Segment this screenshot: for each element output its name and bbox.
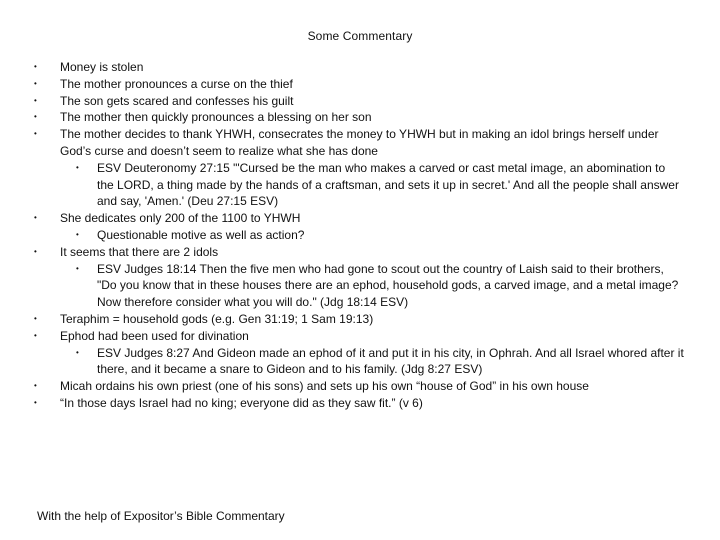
sub-list-item-text: ESV Deuteronomy 27:15 "'Cursed be the man who makes a carved or cast metal image, an abomination to the LORD, a thing made by the hands of a craftsman, and sets it up in secret.' And all the people shall answer and say, 'Amen.' (Deu 27:15 ESV): [97, 160, 679, 209]
list-item: [34, 311, 684, 328]
list-item-text: Teraphim = household gods (e.g. Gen 31:19; 1 Sam 19:13): [60, 311, 374, 326]
list-item-text: The mother pronounces a curse on the thief: [60, 76, 293, 91]
list-item-text: The mother decides to thank YHWH, consecrates the money to YHWH but in making an idol brings herself under God’s curse and doesn’t seem to realize what she has done: [60, 127, 659, 158]
footer-credit: With the help of Expositor’s Bible Commentary: [37, 509, 285, 523]
sub-list: [60, 160, 684, 210]
list-item: [34, 378, 684, 395]
list-item-text: Money is stolen: [60, 60, 144, 74]
sub-list: [60, 227, 684, 244]
list-item: [34, 76, 684, 93]
bullet-icon: •: [34, 78, 37, 88]
bullet-icon: •: [34, 330, 37, 340]
bullet-icon: •: [76, 229, 79, 239]
list-item: [34, 210, 684, 244]
bullet-icon: •: [34, 62, 37, 71]
list-item: [34, 59, 684, 76]
sub-list-item-text: Questionable motive as well as action?: [97, 227, 305, 242]
sub-list-item-text: ESV Judges 8:27 And Gideon made an ephod of it and put it in his city, in Ophrah. And all Israel whored after it there, and it became a snare to Gideon and to his family. (Jdg 8:27 ESV): [97, 345, 684, 377]
bullet-icon: •: [34, 397, 37, 407]
bullet-icon: •: [34, 381, 37, 391]
bullet-icon: •: [34, 95, 37, 105]
sub-list-item-text: ESV Judges 18:14 Then the five men who had gone to scout out the country of Laish said to their brothers, "Do you know that in these houses there are an ephod, household gods, a carved image, and a metal image? Now therefore consider what you will do." (Jdg 18:14 ESV): [97, 261, 679, 310]
list-item: [34, 395, 684, 412]
list-item-text: Ephod had been used for divination: [60, 328, 249, 343]
list-item: [34, 328, 684, 378]
sub-list-item: [60, 227, 684, 244]
list-item: [34, 109, 684, 126]
slide-title: Some Commentary: [307, 29, 413, 43]
bullet-icon: •: [34, 313, 37, 323]
sub-list: [60, 261, 684, 311]
list-item-text: “In those days Israel had no king; everyone did as they saw fit.” (v 6): [60, 395, 423, 410]
list-item: [34, 93, 684, 110]
list-item-text: Micah ordains his own priest (one of his sons) and sets up his own “house of God” in his own house: [60, 379, 589, 394]
sub-list-item: [60, 160, 684, 210]
bullet-icon: •: [34, 129, 37, 139]
list-item-text: It seems that there are 2 idols: [60, 244, 219, 259]
bullet-icon: •: [76, 347, 79, 357]
list-item-text: The mother then quickly pronounces a blessing on her son: [60, 110, 372, 125]
list-item: [34, 126, 684, 210]
bullet-icon: •: [34, 246, 37, 256]
bullet-icon: •: [34, 213, 37, 223]
sub-list: [60, 345, 684, 379]
commentary-bullet-list: [34, 59, 684, 412]
list-item-text: The son gets scared and confesses his guilt: [60, 93, 294, 108]
sub-list-item: [60, 261, 684, 311]
bullet-icon: •: [76, 162, 79, 172]
bullet-icon: •: [34, 112, 37, 122]
bullet-icon: •: [76, 263, 79, 273]
sub-list-item: [60, 345, 684, 379]
list-item: [34, 244, 684, 311]
list-item-text: She dedicates only 200 of the 1100 to YHWH: [60, 211, 301, 226]
